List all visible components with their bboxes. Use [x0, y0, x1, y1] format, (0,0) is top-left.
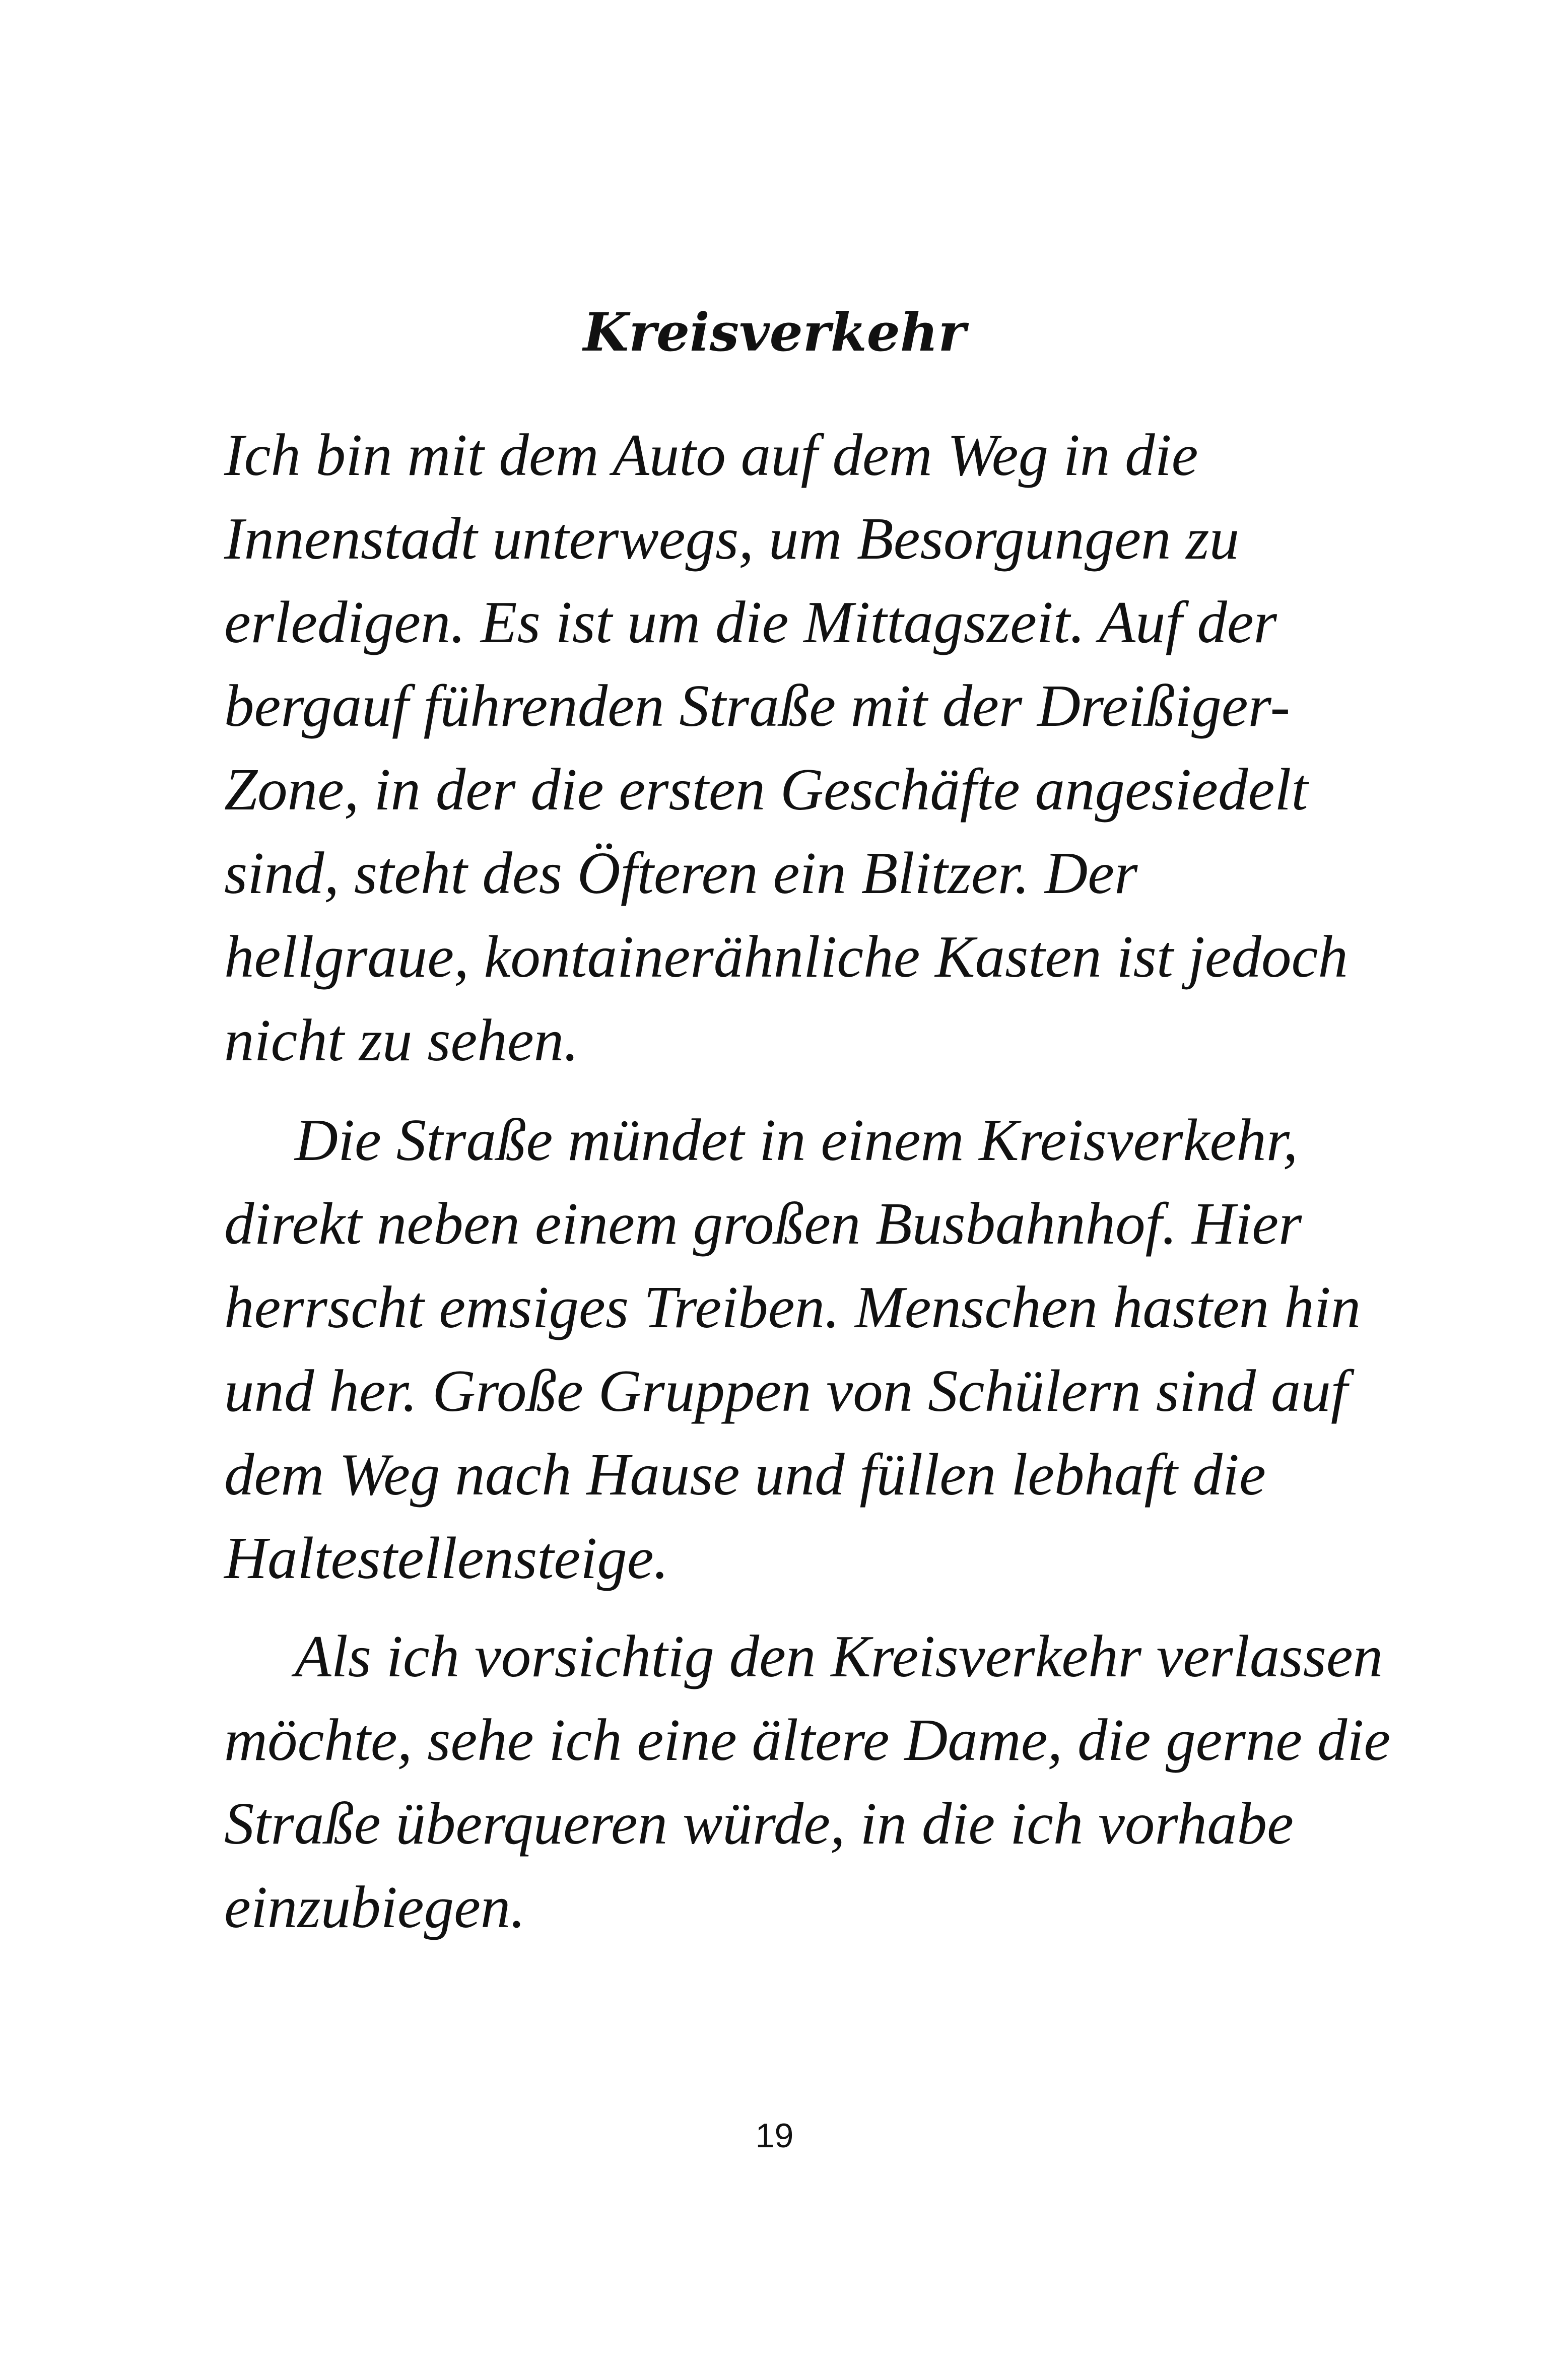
text-line: erledigen. Es ist um die Mittagszeit. Auf der — [224, 589, 1277, 655]
text-line: sind, steht des Öfteren ein Blitzer. Der — [224, 840, 1138, 906]
paragraph-1 — [224, 413, 1348, 1082]
text-line: direkt neben einem großen Busbahnhof. Hier — [224, 1190, 1302, 1257]
text-line: Zone, in der die ersten Geschäfte angesiedelt — [224, 756, 1308, 823]
text-line: Ich bin mit dem Auto auf dem Weg in die — [224, 422, 1198, 488]
paragraph-3 — [224, 1614, 1391, 1949]
text-line: bergauf führenden Straße mit der Dreißiger- — [224, 672, 1291, 739]
text-line: und her. Große Gruppen von Schülern sind auf — [224, 1357, 1348, 1424]
paragraph-2 — [224, 1098, 1361, 1600]
chapter-title: Kreisverkehr — [583, 301, 966, 363]
text-line: dem Weg nach Hause und füllen lebhaft die — [224, 1441, 1266, 1508]
text-line: herrscht emsiges Treiben. Menschen hasten hin — [224, 1274, 1361, 1340]
text-line: Haltestellensteige. — [224, 1525, 669, 1591]
page-number: 19 — [755, 2117, 794, 2155]
text-line: einzubiegen. — [224, 1874, 526, 1940]
text-line: möchte, sehe ich eine ältere Dame, die gerne die — [224, 1707, 1391, 1773]
text-line: Als ich vorsichtig den Kreisverkehr verlassen — [295, 1623, 1383, 1689]
text-line: nicht zu sehen. — [224, 1007, 579, 1073]
text-line: Innenstadt unterwegs, um Besorgungen zu — [224, 505, 1240, 572]
text-line: Die Straße mündet in einem Kreisverkehr, — [295, 1107, 1298, 1173]
text-line: Straße überqueren würde, in die ich vorhabe — [224, 1790, 1294, 1857]
text-line: hellgraue, kontainerähnliche Kasten ist jedoch — [224, 923, 1348, 990]
